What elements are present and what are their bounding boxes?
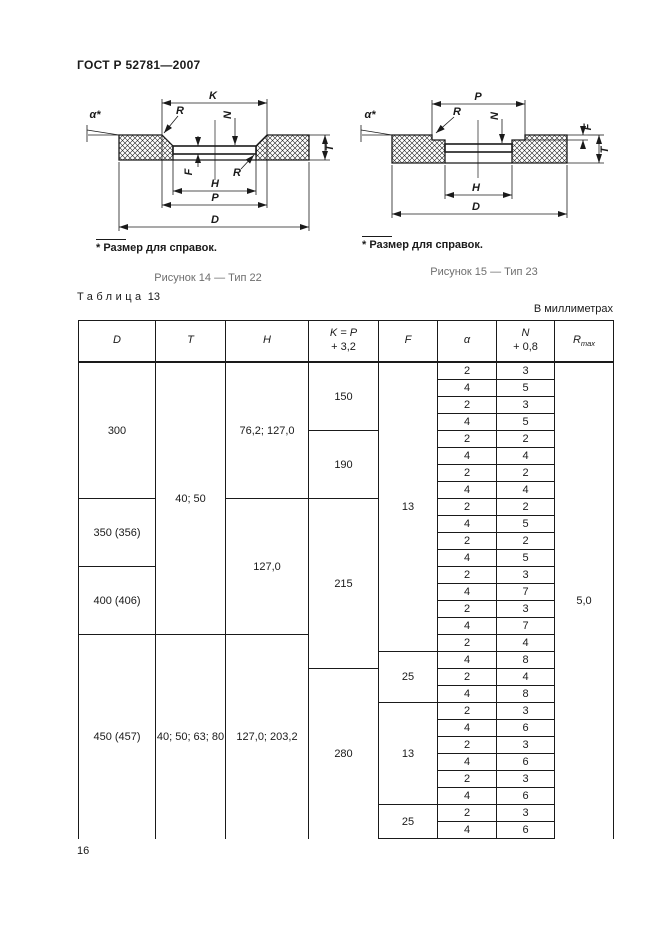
wheel-right-section <box>256 135 309 160</box>
alpha-cell: 2 <box>438 533 497 550</box>
n-cell: 3 <box>497 567 555 584</box>
col-header-k-line1: K = P <box>329 327 358 340</box>
alpha-cell: 2 <box>438 362 497 380</box>
n-cell: 4 <box>497 482 555 499</box>
col-header-n-line1: N <box>521 327 530 340</box>
figure-type-22 <box>80 88 336 238</box>
n-cell: 7 <box>497 618 555 635</box>
wheel-left-section <box>392 135 445 163</box>
n-cell: 2 <box>497 431 555 448</box>
alpha-cell: 2 <box>438 703 497 720</box>
dim-label-alpha: α* <box>364 109 376 121</box>
alpha-cell: 4 <box>438 652 497 669</box>
alpha-cell: 2 <box>438 499 497 516</box>
n-cell: 3 <box>497 805 555 822</box>
alpha-cell: 2 <box>438 567 497 584</box>
alpha-cell: 2 <box>438 805 497 822</box>
n-cell: 5 <box>497 380 555 397</box>
col-header-t: T <box>156 321 226 363</box>
chamfer-line <box>361 130 392 135</box>
h-cell: 127,0; 203,2 <box>226 635 309 839</box>
alpha-cell: 2 <box>438 397 497 414</box>
table-title-word: Таблица <box>77 291 145 303</box>
d-cell: 350 (356) <box>79 499 156 567</box>
leader-line-r-bottom <box>241 155 254 169</box>
figure-15-caption: Рисунок 15 — Тип 23 <box>430 266 538 278</box>
dim-label-t: T <box>599 146 611 154</box>
alpha-cell: 2 <box>438 635 497 652</box>
t-cell: 40; 50; 63; 80 <box>156 635 226 839</box>
n-cell: 8 <box>497 652 555 669</box>
k-cell: 215 <box>309 499 379 669</box>
n-cell: 4 <box>497 669 555 686</box>
alpha-cell: 4 <box>438 686 497 703</box>
f-cell: 25 <box>379 652 438 703</box>
dimensions-table <box>78 320 614 839</box>
d-cell: 400 (406) <box>79 567 156 635</box>
alpha-cell: 2 <box>438 669 497 686</box>
alpha-cell: 4 <box>438 754 497 771</box>
alpha-cell: 2 <box>438 431 497 448</box>
document-title: ГОСТ Р 52781—2007 <box>77 58 201 72</box>
dim-label-f: F <box>582 123 594 131</box>
n-cell: 5 <box>497 516 555 533</box>
col-header-d: D <box>79 321 156 363</box>
leader-line-r <box>436 117 454 133</box>
f-cell: 25 <box>379 805 438 839</box>
dim-label-f: F <box>183 168 195 176</box>
alpha-cell: 4 <box>438 482 497 499</box>
figure-14-footnote <box>96 239 217 254</box>
figure-type-23 <box>352 88 614 238</box>
figure-14-caption: Рисунок 14 — Тип 22 <box>154 272 262 284</box>
n-cell: 2 <box>497 499 555 516</box>
leader-line-r-top <box>164 116 178 133</box>
wheel-drawing-type-22 <box>80 88 336 238</box>
dim-label-alpha: α* <box>89 109 101 121</box>
n-cell: 3 <box>497 601 555 618</box>
dim-label-r: R <box>453 106 461 118</box>
wheel-drawing-type-23 <box>352 88 614 238</box>
dim-label-n: N <box>489 112 501 120</box>
alpha-cell: 2 <box>438 601 497 618</box>
n-cell: 5 <box>497 550 555 567</box>
page-number: 16 <box>77 845 90 857</box>
n-cell: 5 <box>497 414 555 431</box>
dim-label-p: P <box>474 91 482 103</box>
alpha-cell: 4 <box>438 720 497 737</box>
col-header-n-line2: + 0,8 <box>513 341 538 353</box>
dim-label-k: K <box>209 90 217 102</box>
dim-label-h: H <box>472 182 480 194</box>
footnote-separator <box>96 239 126 240</box>
alpha-cell: 4 <box>438 788 497 805</box>
footnote-text: * Размер для справок. <box>96 242 217 254</box>
n-cell: 3 <box>497 703 555 720</box>
d-cell: 300 <box>79 362 156 499</box>
alpha-cell: 2 <box>438 465 497 482</box>
n-cell: 6 <box>497 788 555 805</box>
footnote-text: * Размер для справок. <box>362 239 483 251</box>
table-title-number: 13 <box>147 291 160 303</box>
figure-15-footnote <box>362 236 483 251</box>
dim-label-r-bottom: R <box>233 167 241 179</box>
table-header-row <box>79 321 614 363</box>
dim-label-h: H <box>211 178 219 190</box>
alpha-cell: 4 <box>438 380 497 397</box>
wheel-left-section <box>119 135 173 160</box>
alpha-cell: 2 <box>438 737 497 754</box>
col-header-alpha: α <box>438 321 497 363</box>
h-cell: 127,0 <box>226 499 309 635</box>
k-cell: 280 <box>309 669 379 839</box>
k-cell: 190 <box>309 431 379 499</box>
alpha-cell: 2 <box>438 771 497 788</box>
n-cell: 6 <box>497 720 555 737</box>
rmax-cell: 5,0 <box>555 362 614 839</box>
footnote-separator <box>362 236 392 237</box>
dim-label-p: P <box>211 192 219 204</box>
n-cell: 3 <box>497 771 555 788</box>
col-header-rmax <box>555 321 614 363</box>
alpha-cell: 4 <box>438 618 497 635</box>
bore-section <box>445 144 512 152</box>
wheel-right-section <box>512 135 567 163</box>
alpha-cell: 4 <box>438 550 497 567</box>
n-cell: 6 <box>497 754 555 771</box>
k-cell: 150 <box>309 362 379 431</box>
n-cell: 4 <box>497 635 555 652</box>
dim-label-r-top: R <box>176 105 184 117</box>
n-cell: 3 <box>497 737 555 754</box>
col-header-f: F <box>379 321 438 363</box>
f-cell: 13 <box>379 362 438 652</box>
n-cell: 2 <box>497 533 555 550</box>
chamfer-line <box>87 130 119 135</box>
alpha-cell: 4 <box>438 822 497 839</box>
col-header-h: H <box>226 321 309 363</box>
h-cell: 76,2; 127,0 <box>226 362 309 499</box>
t-cell: 40; 50 <box>156 362 226 635</box>
n-cell: 4 <box>497 448 555 465</box>
alpha-cell: 4 <box>438 414 497 431</box>
n-cell: 3 <box>497 362 555 380</box>
n-cell: 7 <box>497 584 555 601</box>
col-header-r-sub: max <box>580 338 596 348</box>
units-label: В миллиметрах <box>533 303 613 315</box>
dim-label-n: N <box>222 111 234 119</box>
dim-label-t: T <box>324 144 336 152</box>
alpha-cell: 4 <box>438 448 497 465</box>
f-cell: 13 <box>379 703 438 805</box>
n-cell: 3 <box>497 397 555 414</box>
col-header-k <box>309 321 379 363</box>
n-cell: 8 <box>497 686 555 703</box>
d-cell: 450 (457) <box>79 635 156 839</box>
dim-label-d: D <box>472 201 480 213</box>
alpha-cell: 4 <box>438 516 497 533</box>
n-cell: 6 <box>497 822 555 839</box>
col-header-n <box>497 321 555 363</box>
col-header-k-line2: + 3,2 <box>331 341 356 353</box>
table-row <box>79 362 614 380</box>
dim-label-d: D <box>211 214 219 226</box>
col-header-r: R <box>572 333 581 346</box>
table-title <box>77 291 160 303</box>
bore-section <box>173 146 256 154</box>
alpha-cell: 4 <box>438 584 497 601</box>
n-cell: 2 <box>497 465 555 482</box>
